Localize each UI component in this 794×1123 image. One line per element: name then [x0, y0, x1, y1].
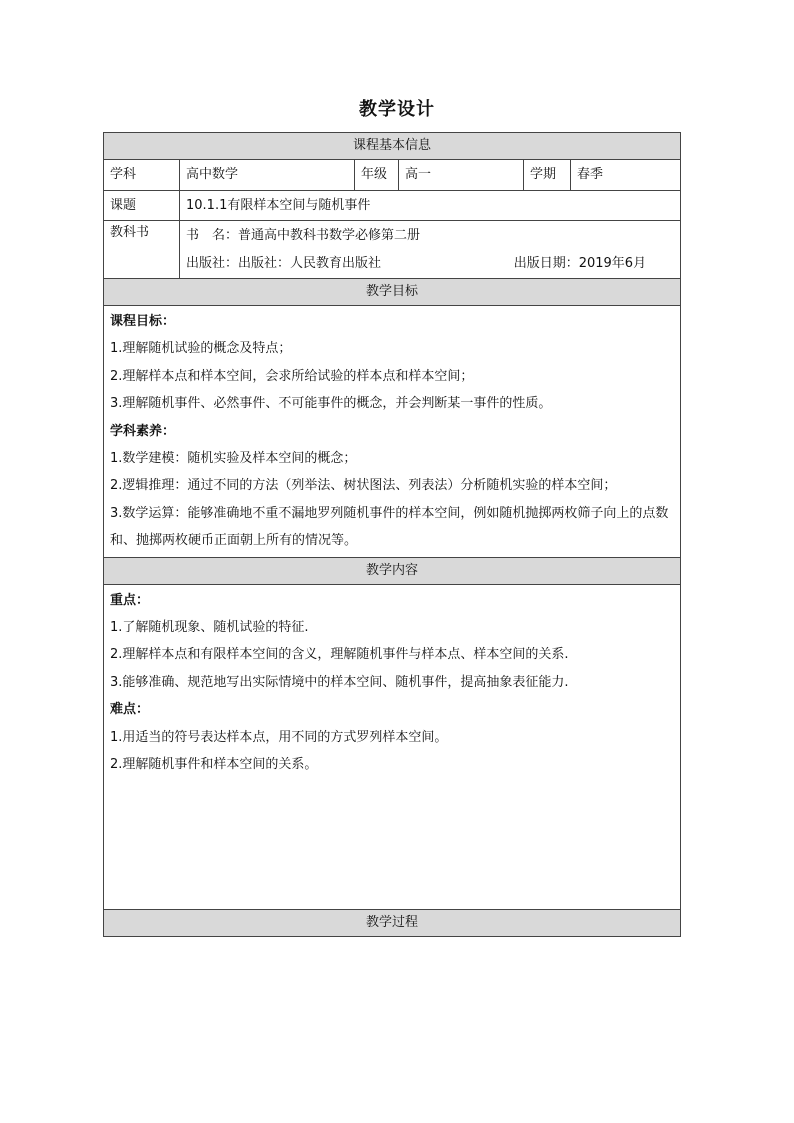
difficulty-item: 1.用适当的符号表达样本点，用不同的方式罗列样本空间。 [110, 729, 448, 745]
goals-header: 教学目标 [104, 279, 681, 306]
term-value: 春季 [571, 160, 681, 191]
basic-info-header: 课程基本信息 [104, 133, 681, 160]
key-points-label: 重点： [110, 592, 150, 608]
subject-value: 高中数学 [180, 160, 355, 191]
subject-row [104, 160, 681, 191]
goals-row [104, 306, 681, 558]
topic-value: 10.1.1有限样本空间与随机事件 [180, 191, 681, 221]
difficulty-item: 2.理解随机事件和样本空间的关系。 [110, 757, 318, 773]
goals-content [104, 306, 681, 558]
textbook-label: 教科书 [104, 221, 180, 279]
book-name: 书 名：普通高中教科书数学必修第二册 [186, 227, 421, 243]
teaching-content [104, 584, 681, 909]
course-goal-item: 2.理解样本点和样本空间，会求所给试验的样本点和样本空间； [110, 368, 474, 384]
course-goal-item: 3.理解随机事件、必然事件、不可能事件的概念，并会判断某一事件的性质。 [110, 396, 552, 412]
lesson-design-table [103, 132, 681, 937]
textbook-info [180, 221, 681, 279]
document-title: 教学设计 [359, 99, 435, 120]
literacy-item: 3.数学运算：能够准确地不重不漏地罗列随机事件的样本空间，例如随机抛掷两枚筛子向上的点数和、抛掷两枚硬币正面朝上所有的情况等。 [110, 505, 669, 549]
difficulties-label: 难点： [110, 702, 150, 718]
course-goals-label: 课程目标： [110, 314, 176, 329]
content-row [104, 584, 681, 909]
goals-header-row [104, 279, 681, 306]
process-header-row [104, 909, 681, 936]
key-point-item: 1.了解随机现象、随机试验的特征. [110, 620, 309, 636]
publication-date: 出版日期：2019年6月 [513, 255, 647, 271]
publisher: 出版社：出版社：人民教育出版社 [186, 255, 382, 271]
textbook-row [104, 221, 681, 279]
content-header-row [104, 557, 681, 584]
literacy-label: 学科素养： [110, 423, 176, 439]
content-header: 教学内容 [104, 557, 681, 584]
basic-info-header-row [104, 133, 681, 160]
process-header: 教学过程 [104, 909, 681, 936]
grade-value: 高一 [399, 160, 524, 191]
key-point-item: 2.理解样本点和有限样本空间的含义，理解随机事件与样本点、样本空间的关系. [110, 647, 569, 663]
key-point-item: 3.能够准确、规范地写出实际情境中的样本空间、随机事件，提高抽象表征能力. [110, 674, 569, 690]
literacy-item: 1.数学建模：随机实验及样本空间的概念； [110, 451, 357, 467]
topic-label: 课题 [104, 191, 180, 221]
subject-label: 学科 [104, 160, 180, 191]
course-goal-item: 1.理解随机试验的概念及特点； [110, 341, 292, 357]
topic-row [104, 191, 681, 221]
grade-label: 年级 [355, 160, 399, 191]
literacy-item: 2.逻辑推理：通过不同的方法（列举法、树状图法、列表法）分析随机实验的样本空间； [110, 478, 617, 494]
term-label: 学期 [524, 160, 571, 191]
